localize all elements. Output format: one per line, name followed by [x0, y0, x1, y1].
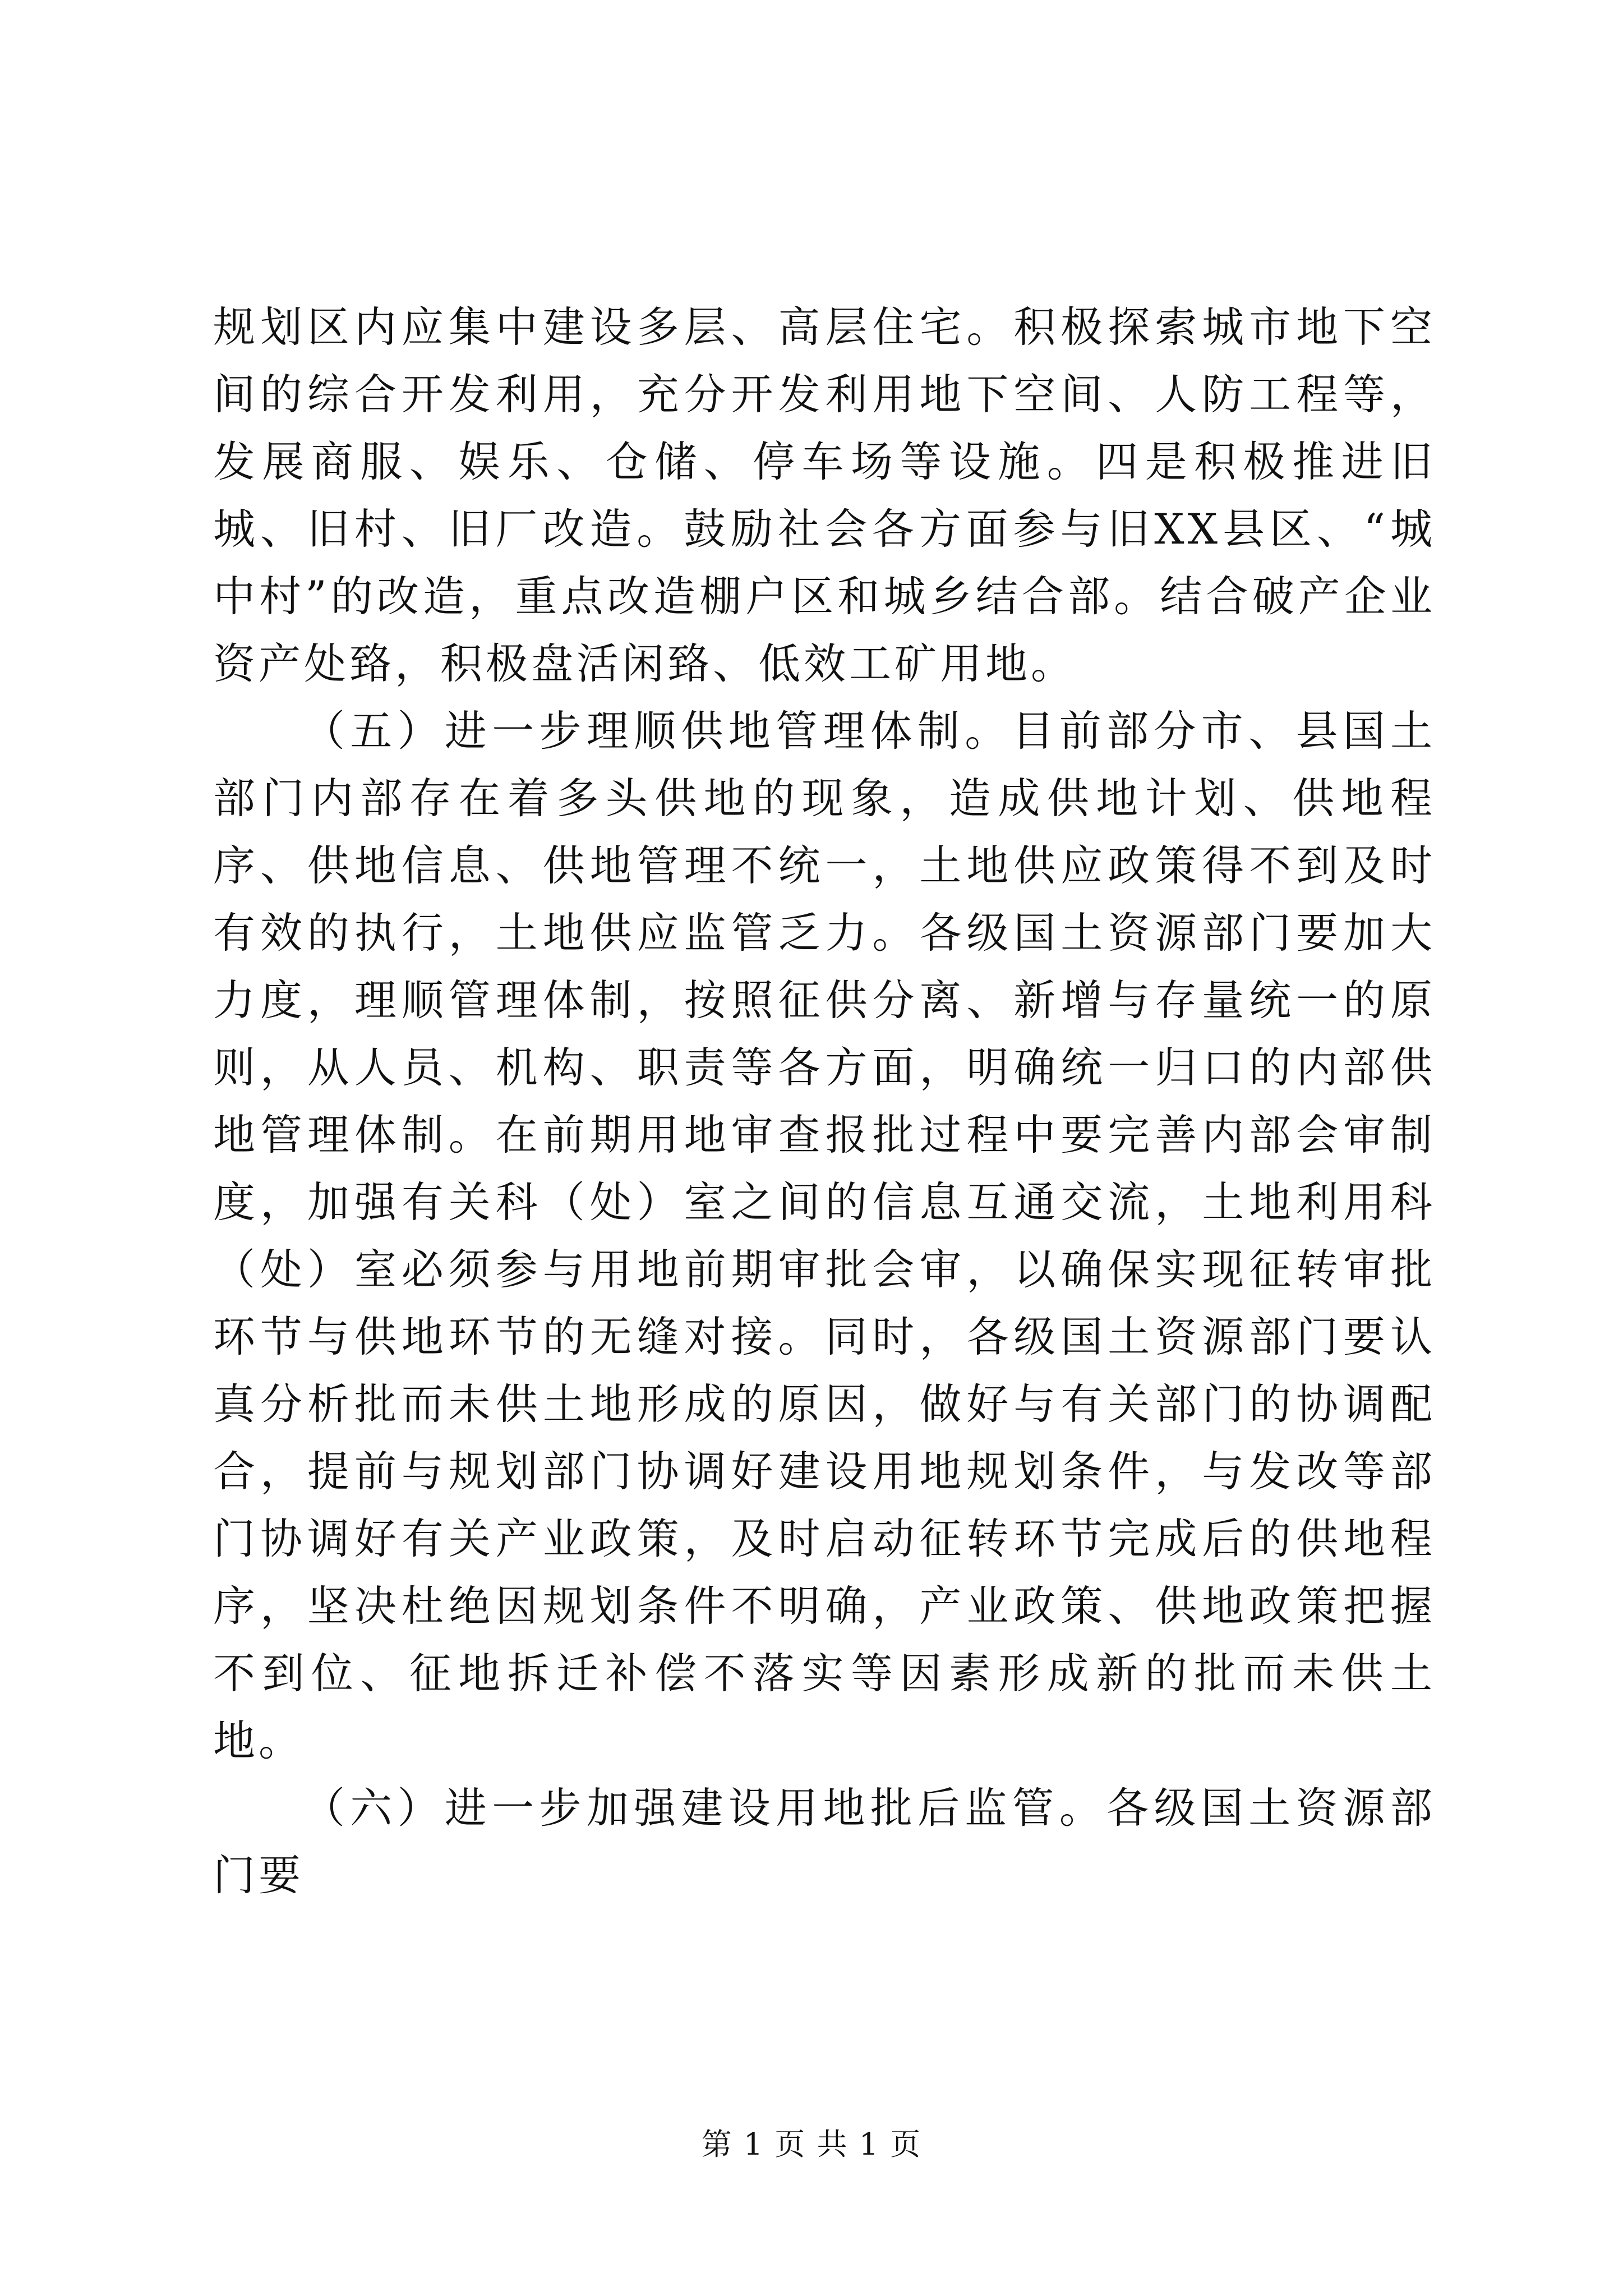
- paragraph-1: 规划区内应集中建设多层、高层住宅。积极探索城市地下空间的综合开发利用，充分开发利用地下空间、人防工程等，发展商服、娱乐、仓储、停车场等设施。四是积极推进旧城、旧村、旧厂改造。鼓励社会各方面参与旧XX县区、“城中村”的改造，重点改造棚户区和城乡结合部。结合破产企业资产处臵，积极盘活闲臵、低效工矿用地。: [213, 302, 1436, 688]
- paragraph-2: （五）进一步理顺供地管理体制。目前部分市、县国土部门内部存在着多头供地的现象，造成供地计划、供地程序、供地信息、供地管理不统一，土地供应政策得不到及时有效的执行，土地供应监管乏力。各级国土资源部门要加大力度，理顺管理体制，按照征供分离、新增与存量统一的原则，从人员、机构、职责等各方面，明确统一归口的内部供地管理体制。在前期用地审查报批过程中要完善内部会审制度，加强有关科（处）室之间的信息互通交流，土地利用科（处）室必须参与用地前期审批会审，以确保实现征转审批环节与供地环节的无缝对接。同时，各级国土资源部门要认真分析批而未供土地形成的原因，做好与有关部门的协调配合，提前与规划部门协调好建设用地规划条件，与发改等部门协调好有关产业政策，及时启动征转环节完成后的供地程序，坚决杜绝因规划条件不明确，产业政策、供地政策把握不到位、征地拆迁补偿不落实等因素形成新的批而未供土地。: [213, 706, 1436, 1765]
- page-footer: 第 1 页 共 1 页: [701, 2127, 922, 2162]
- document-body: [213, 293, 1436, 1909]
- paragraph-3: （六）进一步加强建设用地批后监管。各级国土资源部门要: [213, 1783, 1436, 1900]
